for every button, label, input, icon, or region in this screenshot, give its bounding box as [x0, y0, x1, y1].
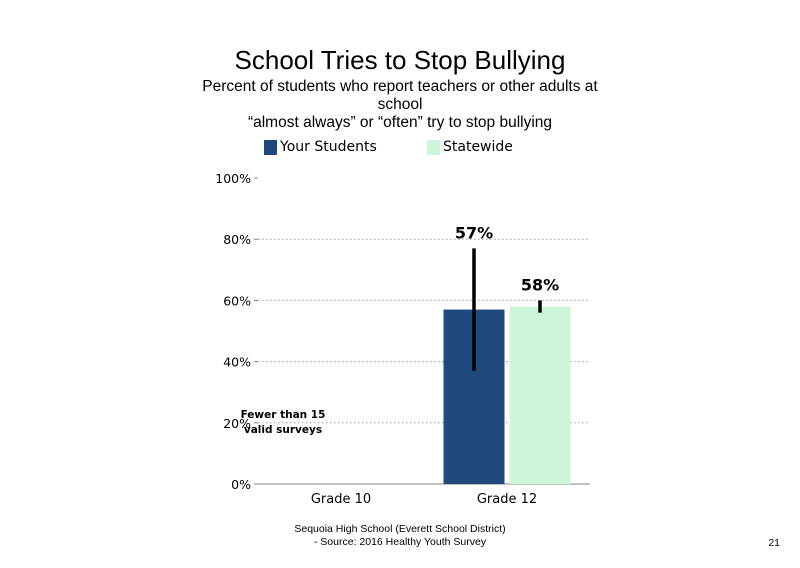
subtitle-line: Percent of students who report teachers or other adults at — [202, 78, 598, 95]
y-tick-label: 80% — [223, 232, 251, 248]
data-label: 58% — [520, 275, 560, 295]
page-number: 21 — [768, 537, 780, 549]
chart-title: School Tries to Stop Bullying — [234, 45, 566, 75]
footer-line: Sequoia High School (Everett School District) — [294, 523, 506, 535]
annotation-text: Fewer than 15 — [240, 409, 326, 421]
data-label: 57% — [454, 223, 494, 243]
legend-label: Your Students — [280, 139, 377, 155]
y-tick-label: 0% — [231, 477, 251, 492]
bar — [510, 307, 571, 484]
source-footer — [250, 523, 550, 549]
footer-line: - Source: 2016 Healthy Youth Survey — [313, 536, 487, 548]
legend-label: Statewide — [443, 139, 513, 155]
y-tick-label: 60% — [223, 293, 251, 309]
y-tick-label: 20% — [223, 415, 251, 431]
x-tick-label: Grade 12 — [476, 492, 538, 507]
y-tick-label: 40% — [223, 354, 251, 370]
y-tick-label: 100% — [215, 171, 251, 186]
x-tick-label: Grade 10 — [310, 492, 372, 507]
annotation-text: valid surveys — [243, 424, 323, 436]
subtitle-line: “almost always” or “often” try to stop bullying — [247, 114, 553, 131]
subtitle-line: school — [377, 96, 423, 113]
